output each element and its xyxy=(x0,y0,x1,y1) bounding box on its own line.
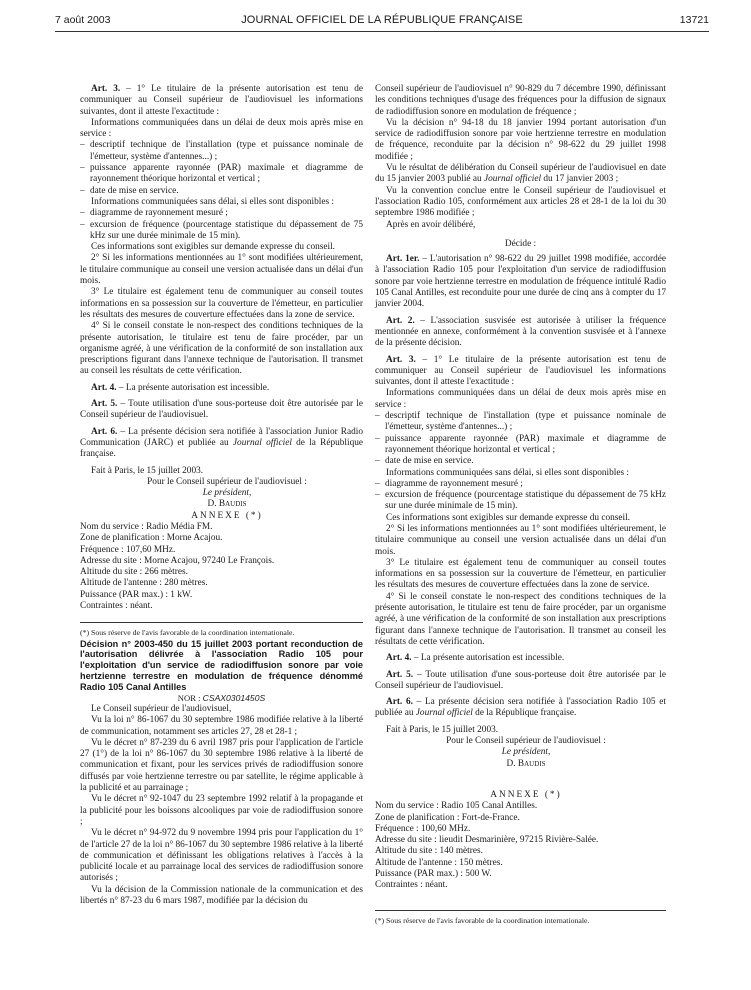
list-item: – excursion de fréquence (pourcentage statistique du dépassement de 75 kHz sur une durée minimale de 15 min). xyxy=(375,490,666,513)
right-fait: Fait à Paris, le 15 juillet 2003. xyxy=(386,724,499,735)
left-article-4: Art. 4. – La présente autorisation est incessible. xyxy=(91,382,270,393)
annex-item: Fréquence : 107,60 MHz. xyxy=(80,544,176,555)
right-article-1: Art. 1er. – L'autorisation n° 98-622 du 29 juillet 1998 modifiée, accordée à l'association Radio 105 pour l'exploitation d'un service de radiodiffusion sonore par voie hertzienne terrestre en modulation de fréquence intitulé Radio 105 Canal Antilles, est reconduite pour une durée de cinq ans à compter du 17 janvier 2004. xyxy=(375,254,666,310)
left-column xyxy=(80,84,363,907)
left-exigible: Ces informations sont exigibles sur demande expresse du conseil. xyxy=(91,242,335,253)
list-item: – diagramme de rayonnement mesuré ; xyxy=(80,208,363,219)
header-page-number: 13721 xyxy=(679,14,709,26)
list-item: – excursion de fréquence (pourcentage statistique du dépassement de 75 kHz sur une durée minimale de 15 min). xyxy=(80,220,363,243)
visa-3: Vu le décret n° 92-1047 du 23 septembre 1992 relatif à la propagande et la publicité pour les boissons alcooliques par voie de radiodiffusion sonore ; xyxy=(80,794,363,827)
deliberation: Après en avoir délibéré, xyxy=(386,219,476,230)
list-item: – descriptif technique de l'installation (type et puissance nominale de l'émetteur, système d'antennes...) ; xyxy=(80,140,363,163)
visa-2: Vu le décret n° 87-239 du 6 avril 1987 pris pour l'application de l'article 27 (1°) de la loi n° 86-1067 du 30 septembre 1986 relative à la liberté de communication et fixant, pour les services privés de radiodiffusion sonore diffusés par voie hertzienne terrestre ou par satellite, le régime applicable à la publicité et au parrainage ; xyxy=(80,737,363,794)
list-item: – diagramme de rayonnement mesuré ; xyxy=(375,479,666,490)
annex-item: Nom du service : Radio Média FM. xyxy=(80,521,213,532)
list-item: – descriptif technique de l'installation (type et puissance nominale de l'émetteur, système d'antennes...) ; xyxy=(375,411,666,434)
left-para-4: 4° Si le conseil constate le non-respect des conditions techniques de la présente autorisation, le titulaire est tenu de faire procéder, par un organisme agréé, à une vérification de la conformité de son installation aux prescriptions figurant dans l'annexe technique de l'autorisation. Il transmet au conseil les résultats de cette vérification. xyxy=(80,321,363,377)
header-rule xyxy=(55,31,709,32)
annex-item: Altitude de l'antenne : 280 mètres. xyxy=(80,578,208,589)
annex-item: Contraintes : néant. xyxy=(375,880,448,891)
right-annexe-title: ANNEXE (*) xyxy=(490,789,562,800)
right-para-2: 2° Si les informations mentionnées au 1° sont modifiées ultérieurement, le titulaire communique au conseil une version actualisée dans un délai d'un mois. xyxy=(375,523,666,557)
list-item: – date de mise en service. xyxy=(375,456,666,467)
footnote-rule xyxy=(375,910,666,911)
left-info-two-months: Informations communiquées dans un délai de deux mois après mise en service : xyxy=(80,117,363,140)
csa-intro: Le Conseil supérieur de l'audiovisuel, xyxy=(91,703,232,714)
visa-5: Vu la décision de la Commission nationale de la communication et des libertés n° 87-23 du 6 mars 1987, modifiée par la décision du xyxy=(80,884,363,906)
left-signature-3: D. Baudis xyxy=(207,499,247,510)
right-info-no-delay: Informations communiquées sans délai, si elles sont disponibles : xyxy=(386,467,629,478)
left-para-3: 3° Le titulaire est également tenu de communiquer au conseil toutes informations en sa possession sur la couverture de l'émetteur, en particulier les résultats des mesures de couverture effectuées dans la zone de service. xyxy=(80,287,363,320)
left-signature-1: Pour le Conseil supérieur de l'audiovisuel : xyxy=(147,476,307,487)
right-footnote: (*) Sous réserve de l'avis favorable de la coordination internationale. xyxy=(375,915,590,925)
visa-4: Vu le décret n° 94-972 du 9 novembre 1994 pris pour l'application du 1° de l'article 27 de la loi n° 86-1067 du 30 septembre 1986 relative à la liberté de communication et définissant les obligations relatives à l'accès à la publicité locale et au parrainage local des services de radiodiffusion sonore autorisés ; xyxy=(80,828,363,884)
left-info-no-delay: Informations communiquées sans délai, si elles sont disponibles : xyxy=(91,196,334,207)
header-date: 7 août 2003 xyxy=(55,14,111,26)
annex-item: Altitude de l'antenne : 150 mètres. xyxy=(375,857,503,868)
annex-item: Nom du service : Radio 105 Canal Antilles. xyxy=(375,801,538,812)
left-fait: Fait à Paris, le 15 juillet 2003. xyxy=(91,465,204,476)
decide-heading: Décide : xyxy=(504,238,537,249)
annex-item: Altitude du site : 266 mètres. xyxy=(80,567,188,578)
right-column xyxy=(375,84,666,926)
annex-item: Altitude du site : 140 mètres. xyxy=(375,846,483,857)
annex-item: Adresse du site : Morne Acajou, 97240 Le François. xyxy=(80,555,275,566)
right-article-2: Art. 2. – L'association susvisée est autorisée à utiliser la fréquence mentionnée en annexe, conformément à la convention susvisée et à l'annexe de la présente décision. xyxy=(375,315,666,349)
annex-item: Zone de planification : Fort-de-France. xyxy=(375,812,520,823)
right-article-6: Art. 6. – La présente décision sera notifiée à l'association Radio 105 et publiée au Journal officiel de la République française. xyxy=(375,697,666,719)
right-article-5: Art. 5. – Toute utilisation d'une sous-porteuse doit être autorisée par le Conseil supérieur de l'audiovisuel. xyxy=(375,669,666,691)
visa-8: Vu la convention conclue entre le Conseil supérieur de l'audiovisuel et l'association Radio 105, conformément aux articles 28 et 28-1 de la loi du 30 septembre 1986 modifiée ; xyxy=(375,185,666,219)
annex-item: Adresse du site : lieudit Desmarinière, 97215 Rivière-Salée. xyxy=(375,835,599,846)
page-header xyxy=(55,14,709,30)
nor-reference: NOR : CSAX0301450S xyxy=(177,692,266,703)
left-article-3: Art. 3. – 1° Le titulaire de la présente autorisation est tenu de communiquer au Conseil supérieur de l'audiovisuel les informations suivantes, dont il atteste l'exactitude : xyxy=(80,84,363,117)
list-item: – date de mise en service. xyxy=(80,186,363,197)
list-item: – puissance apparente rayonnée (PAR) maximale et diagramme de rayonnement théorique horizontal et vertical ; xyxy=(80,163,363,186)
left-article-6: Art. 6. – La présente décision sera notifiée à l'association Junior Radio Communication (JARC) et publiée au Journal officiel de la République française. xyxy=(80,426,363,460)
visa-7: Vu le résultat de délibération du Conseil supérieur de l'audiovisuel en date du 15 janvier 2003 publié au Journal officiel du 17 janvier 2003 ; xyxy=(375,163,666,185)
left-annexe-title: ANNEXE (*) xyxy=(191,510,263,521)
right-signature-1: Pour le Conseil supérieur de l'audiovisuel : xyxy=(446,736,606,747)
visa-continued: Conseil supérieur de l'audiovisuel n° 90-829 du 7 décembre 1990, définissant les conditions techniques d'usage des fréquences pour la diffusion de signaux de radiodiffusion sonore en modulation de fréquence ; xyxy=(375,84,666,117)
list-item: – puissance apparente rayonnée (PAR) maximale et diagramme de rayonnement théorique horizontal et vertical ; xyxy=(375,434,666,457)
right-info-two-months: Informations communiquées dans un délai de deux mois après mise en service : xyxy=(375,388,666,410)
right-signature-3: D. Baudis xyxy=(506,758,546,769)
right-exigible: Ces informations sont exigibles sur demande expresse du conseil. xyxy=(386,512,630,523)
annex-item: Puissance (PAR max.) : 500 W. xyxy=(375,869,492,879)
left-para-2: 2° Si les informations mentionnées au 1° sont modifiées ultérieurement, le titulaire communique au conseil une version actualisée dans un délai d'un mois. xyxy=(80,253,363,287)
right-article-3: Art. 3. – 1° Le titulaire de la présente autorisation est tenu de communiquer au Conseil supérieur de l'audiovisuel les informations suivantes, dont il atteste l'exactitude : xyxy=(375,354,666,388)
left-signature-2: Le président, xyxy=(202,488,252,499)
annex-item: Puissance (PAR max.) : 1 kW. xyxy=(80,589,193,600)
annex-item: Zone de planification : Morne Acajou. xyxy=(80,533,223,544)
visa-6: Vu la décision n° 94-18 du 18 janvier 1994 portant autorisation d'un service de radiodiffusion sonore par voie hertzienne terrestre en modulation de fréquence, reconduite par la décision n° 98-622 du 29 juillet 1998 modifiée ; xyxy=(375,117,666,162)
annex-item: Fréquence : 100,60 MHz. xyxy=(375,823,471,834)
left-footnote: (*) Sous réserve de l'avis favorable de la coordination internationale. xyxy=(80,628,295,638)
header-title: JOURNAL OFFICIEL DE LA RÉPUBLIQUE FRANÇAISE xyxy=(241,14,523,26)
annex-item: Contraintes : néant. xyxy=(80,601,153,612)
footnote-rule xyxy=(80,622,363,623)
right-para-4: 4° Si le conseil constate le non-respect des conditions techniques de la présente autorisation, le titulaire est tenu de faire procéder, par un organisme agréé, à une vérification de la conformité de son installation aux prescriptions figurant dans l'annexe technique de l'autorisation. Il transmet au conseil les résultats de cette vérification. xyxy=(375,591,666,647)
visa-1: Vu la loi n° 86-1067 du 30 septembre 1986 modifiée relative à la liberté de communication, notamment ses articles 27, 28 et 28-1 ; xyxy=(80,715,363,737)
right-signature-2: Le président, xyxy=(501,747,551,758)
decision-title: Décision n° 2003-450 du 15 juillet 2003 portant reconduction de l'autorisation délivrée à l'association Radio 105 pour l'exploitation d'un service de radiodiffusion sonore par voie hertzienne terrestre en modulation de fréquence dénommé Radio 105 Canal Antilles xyxy=(80,638,363,692)
right-para-3: 3° Le titulaire est également tenu de communiquer au conseil toutes informations en sa possession sur la couverture de l'émetteur, en particulier les résultats des mesures de couverture effectuées dans la zone de service. xyxy=(375,557,666,591)
left-article-5: Art. 5. – Toute utilisation d'une sous-porteuse doit être autorisée par le Conseil supérieur de l'audiovisuel. xyxy=(80,399,363,421)
right-article-4: Art. 4. – La présente autorisation est incessible. xyxy=(386,653,565,664)
